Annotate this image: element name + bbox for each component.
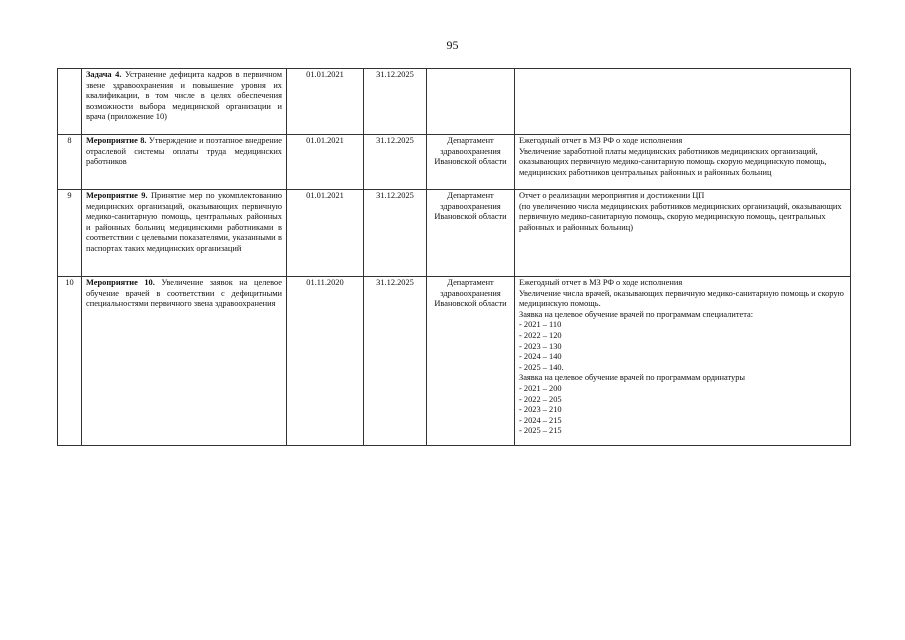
table-row xyxy=(58,277,851,446)
expected-result xyxy=(515,69,851,135)
table-row xyxy=(58,190,851,277)
row-number: 10 xyxy=(58,277,82,446)
result-line: - 2025 – 140. xyxy=(519,362,564,372)
result-line: - 2024 – 215 xyxy=(519,415,562,425)
start-date: 01.01.2021 xyxy=(287,190,364,277)
end-date: 31.12.2025 xyxy=(364,135,427,190)
measure-title-bold: Задача 4. xyxy=(86,70,122,79)
result-line: Увеличение заработной платы медицинских работников медицинских организаций, оказывающих первичную медико-санитарную помощь скорую медицинскую помощь, медицинских работников центральных районных и районных больниц xyxy=(519,146,827,177)
measure-title-text: Принятие мер по укомплектованию медицинских организаций, оказывающих первичную медико-санитарную помощь, центральных районных и районных больниц медицинскими работниками в соответствии с целевыми показателями, указанными в паспортах таких медицинских организаций xyxy=(86,191,282,253)
start-date: 01.11.2020 xyxy=(287,277,364,446)
measure-title-text: Устранение дефицита кадров в первичном звене здравоохранения и повышение уровня их квалификации, в том числе в целях обеспечения возможности выбора медицинской организации и врача (приложение 10) xyxy=(86,70,283,122)
expected-result xyxy=(515,190,851,277)
result-line: - 2025 – 215 xyxy=(519,426,562,436)
measure-title-bold: Мероприятие 8. xyxy=(86,136,147,145)
executor: Департамент здравоохранения Ивановской области xyxy=(427,135,515,190)
result-line: - 2022 – 120 xyxy=(519,330,562,340)
result-line: (по увеличению числа медицинских работников медицинских организаций, оказывающих первичную медико-санитарную помощь, скорую медицинскую помощь, центральных районных и районных больниц) xyxy=(519,201,842,232)
result-line: Отчет о реализации мероприятия и достижении ЦП xyxy=(519,191,705,200)
measure-title-text: Увеличение заявок на целевое обучение врачей в соответствии с дефицитными специальностями первичного звена здравоохранения xyxy=(86,278,283,309)
row-number xyxy=(58,69,82,135)
measure-title xyxy=(82,135,287,190)
page-number: 95 xyxy=(446,38,459,52)
result-line: - 2024 – 140 xyxy=(519,352,562,362)
end-date: 31.12.2025 xyxy=(364,69,427,135)
result-line: - 2022 – 205 xyxy=(519,394,562,404)
start-date: 01.01.2021 xyxy=(287,69,364,135)
measure-title xyxy=(82,277,287,446)
result-line: - 2021 – 110 xyxy=(519,320,562,330)
result-line: Заявка на целевое обучение врачей по программам специалитета: xyxy=(519,309,754,319)
start-date: 01.01.2021 xyxy=(287,135,364,190)
table-row xyxy=(58,69,851,135)
plan-table xyxy=(57,68,851,446)
row-number: 9 xyxy=(58,190,82,277)
executor: Департамент здравоохранения Ивановской области xyxy=(427,277,515,446)
end-date: 31.12.2025 xyxy=(364,277,427,446)
expected-result xyxy=(515,135,851,190)
result-line: Ежегодный отчет в МЗ РФ о ходе исполнения xyxy=(519,278,683,287)
measure-title-text: Утверждение и поэтапное внедрение отраслевой системы оплаты труда медицинских работников xyxy=(86,136,282,167)
result-line: - 2023 – 210 xyxy=(519,405,562,415)
executor xyxy=(427,69,515,135)
measure-title-bold: Мероприятие 9. xyxy=(86,191,148,200)
result-line: - 2021 – 200 xyxy=(519,383,562,393)
table-row xyxy=(58,135,851,190)
result-line: Ежегодный отчет в МЗ РФ о ходе исполнения xyxy=(519,136,683,145)
result-line: Увеличение числа врачей, оказывающих первичную медико-санитарную помощь и скорую медицинскую помощь. xyxy=(519,288,844,309)
measure-title xyxy=(82,69,287,135)
expected-result xyxy=(515,277,851,446)
measure-title-bold: Мероприятие 10. xyxy=(86,278,155,287)
executor: Департамент здравоохранения Ивановской области xyxy=(427,190,515,277)
row-number: 8 xyxy=(58,135,82,190)
end-date: 31.12.2025 xyxy=(364,190,427,277)
result-line: - 2023 – 130 xyxy=(519,341,562,351)
measure-title xyxy=(82,190,287,277)
result-line: Заявка на целевое обучение врачей по программам ординатуры xyxy=(519,373,746,383)
